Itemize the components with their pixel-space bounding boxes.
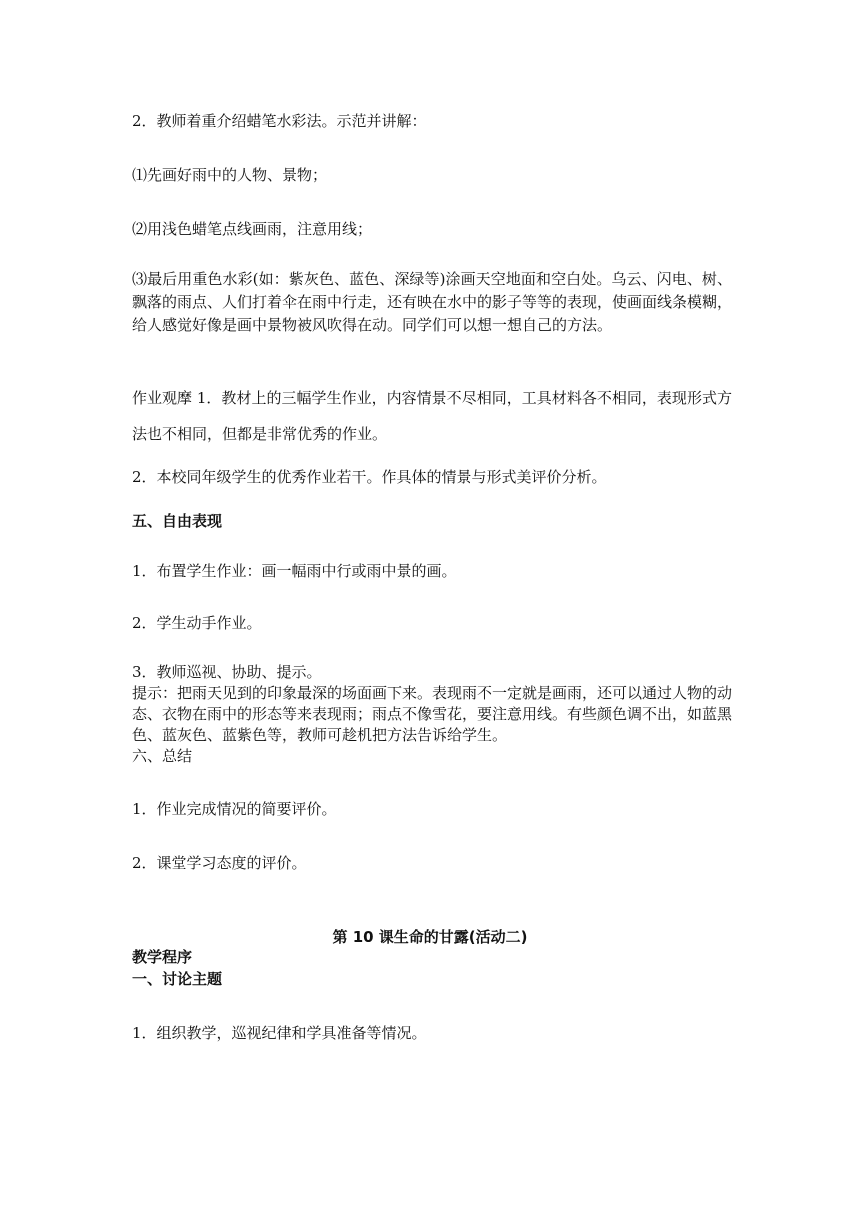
section-heading-discussion-topic: 一、讨论主题 bbox=[132, 970, 223, 988]
paragraph-school-works: 2．本校同年级学生的优秀作业若干。作具体的情景与形式美评价分析。 bbox=[132, 468, 607, 486]
paragraph-assign-homework: 1．布置学生作业：画一幅雨中行或雨中景的画。 bbox=[132, 562, 457, 580]
paragraph-students-work: 2．学生动手作业。 bbox=[132, 614, 262, 632]
paragraph-teacher-intro: 2．教师着重介绍蜡笔水彩法。示范并讲解： bbox=[132, 112, 427, 130]
paragraph-work-evaluation: 1．作业完成情况的简要评价。 bbox=[132, 800, 337, 818]
lesson-title: 第 10 课生命的甘露(活动二) bbox=[332, 928, 528, 946]
paragraph-hint: 提示：把雨天见到的印象最深的场面画下来。表现雨不一定就是画雨，还可以通过人物的动态、衣物在雨中的形态等来表现雨；雨点不像雪花，要注意用线。有些颜色调不出，如蓝黑色、蓝灰色、蓝紫色等，教师可趁机把方法告诉给学生。 bbox=[132, 684, 733, 744]
paragraph-attitude-evaluation: 2．课堂学习态度的评价。 bbox=[132, 854, 307, 872]
section-heading-summary: 六、总结 bbox=[132, 747, 193, 765]
section-heading-free-expression: 五、自由表现 bbox=[132, 512, 223, 530]
paragraph-organize-teaching: 1．组织教学，巡视纪律和学具准备等情况。 bbox=[132, 1024, 427, 1042]
paragraph-step-3: ⑶最后用重色水彩(如：紫灰色、蓝色、深绿等)涂画天空地面和空白处。乌云、闪电、树、飘落的雨点、人们打着伞在雨中行走，还有映在水中的影子等等的表现，使画面线条模糊，给人感觉好像是画中景物被风吹得在动。同学们可以想一想自己的方法。 bbox=[132, 270, 733, 334]
section-heading-teaching-procedure: 教学程序 bbox=[132, 948, 193, 966]
paragraph-step-1: ⑴先画好雨中的人物、景物； bbox=[132, 166, 328, 184]
paragraph-step-2: ⑵用浅色蜡笔点线画雨，注意用线； bbox=[132, 220, 373, 238]
paragraph-work-viewing: 作业观摩 1．教材上的三幅学生作业，内容情景不尽相同，工具材料各不相同，表现形式方法也不相同，但都是非常优秀的作业。 bbox=[132, 389, 732, 443]
paragraph-teacher-patrol: 3．教师巡视、协助、提示。 bbox=[132, 663, 322, 681]
